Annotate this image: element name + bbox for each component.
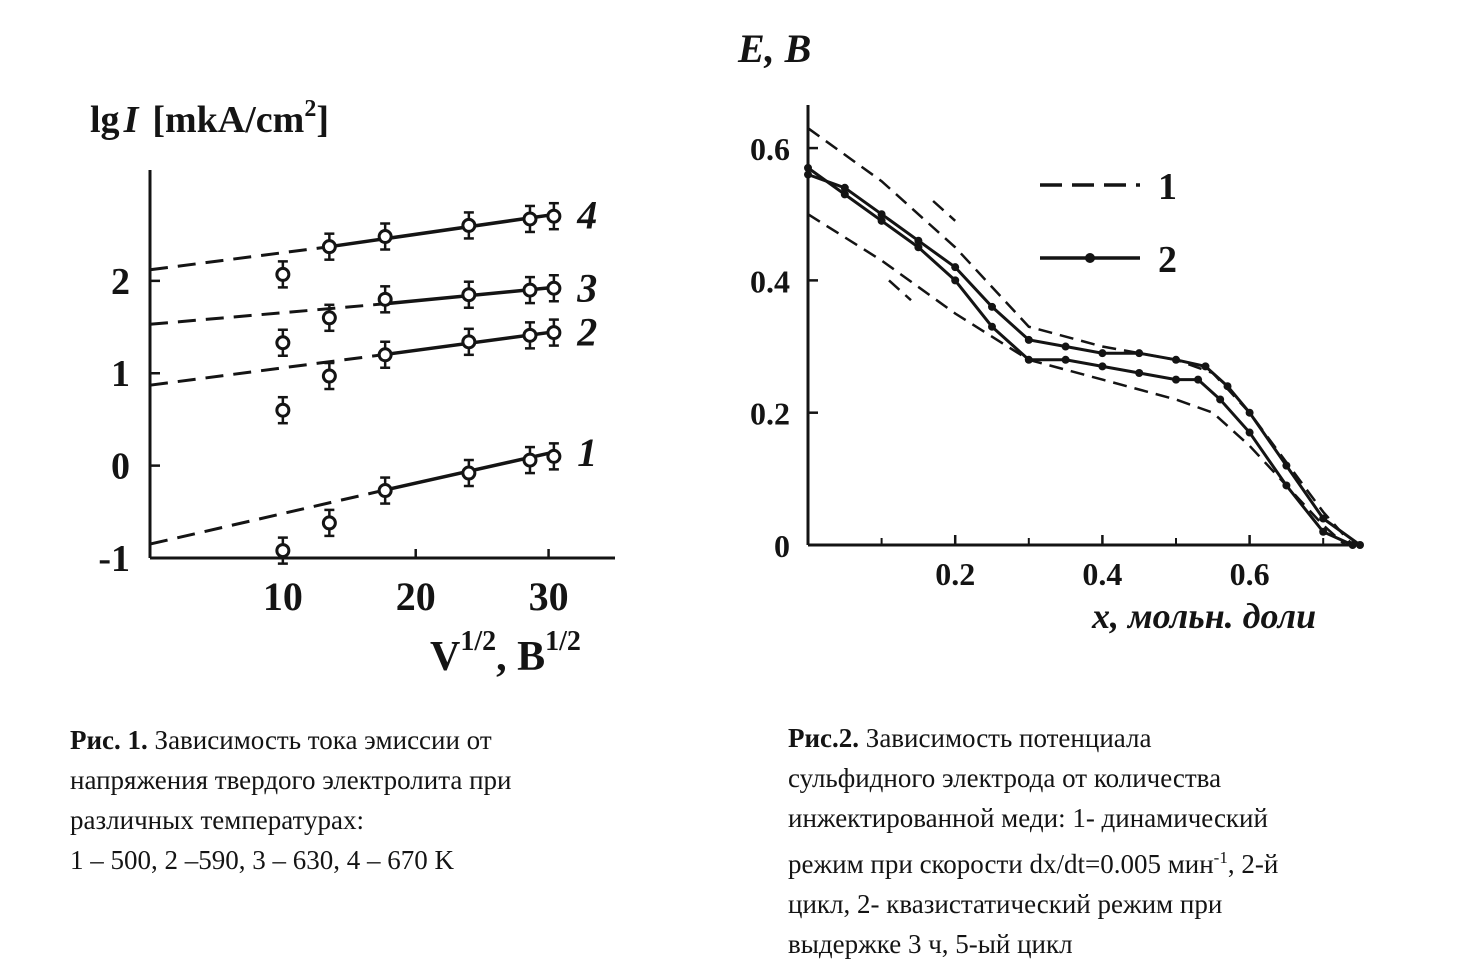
data-point	[379, 485, 391, 497]
data-point	[1319, 528, 1327, 536]
series-1-line	[808, 214, 1345, 545]
data-point	[1062, 356, 1070, 364]
data-point	[1246, 409, 1254, 417]
data-point	[1282, 462, 1290, 470]
data-point	[548, 327, 560, 339]
data-point	[323, 517, 335, 529]
data-point	[323, 370, 335, 382]
caption-line: различных температурах:	[70, 805, 365, 835]
caption-line: выдержке 3 ч, 5-ый цикл	[788, 929, 1073, 959]
legend-label: 1	[1158, 166, 1177, 208]
axes	[98, 170, 615, 619]
x-tick-label: 30	[528, 574, 569, 619]
data-point	[1062, 343, 1070, 351]
data-point	[914, 237, 922, 245]
legend	[1040, 166, 1177, 281]
data-point	[1098, 349, 1106, 357]
data-point	[548, 450, 560, 462]
data-point	[1172, 356, 1180, 364]
data-point	[1194, 376, 1202, 384]
data-point	[277, 404, 289, 416]
data-point	[323, 241, 335, 253]
data-point	[277, 545, 289, 557]
x-tick-label: 0.6	[1229, 556, 1270, 592]
data-point	[1319, 515, 1327, 523]
data-point	[1356, 541, 1364, 549]
series-group	[804, 128, 1364, 549]
caption-text: , 2-й	[1227, 849, 1279, 879]
caption-line	[788, 718, 1448, 758]
x-tick-label: 0.2	[935, 556, 976, 592]
series-2-line	[808, 168, 1353, 545]
data-point	[524, 454, 536, 466]
legend-marker	[1085, 253, 1095, 263]
curve-label: 3	[577, 265, 598, 311]
data-point	[1025, 356, 1033, 364]
data-point	[379, 349, 391, 361]
series-2	[150, 310, 597, 424]
x-tick-label: 20	[395, 574, 436, 619]
emission-current-chart	[60, 80, 660, 680]
data-point	[548, 210, 560, 222]
y-tick-label: 0.4	[750, 263, 790, 300]
series-group	[150, 192, 597, 563]
data-point	[379, 231, 391, 243]
caption-text: режим при скорости dx/dt=0.005 мин	[788, 849, 1214, 879]
data-point	[1216, 395, 1224, 403]
caption-line	[788, 838, 1448, 884]
caption-figure-number: Рис.2.	[788, 723, 860, 753]
data-point	[323, 312, 335, 324]
figure-2-caption	[788, 718, 1448, 964]
data-point	[524, 329, 536, 341]
caption-line: сульфидного электрода от количества	[788, 763, 1222, 793]
electrode-potential-chart	[700, 20, 1400, 640]
x-tick-label: 10	[262, 574, 303, 619]
y-tick-label: 0	[774, 528, 790, 564]
data-point	[1098, 362, 1106, 370]
y-tick-label: 0	[111, 445, 130, 488]
caption-text: Зависимость тока эмиссии от	[147, 725, 492, 755]
legend-label: 2	[1158, 239, 1177, 281]
caption-line: инжектированной меди: 1- динамический	[788, 803, 1268, 833]
data-point	[988, 303, 996, 311]
data-point	[277, 268, 289, 280]
caption-line: цикл, 2- квазистатический режим при	[788, 889, 1223, 919]
caption-line	[70, 720, 710, 760]
data-point	[277, 337, 289, 349]
y-tick-label: 1	[111, 353, 130, 396]
curve-label: 4	[577, 192, 598, 238]
data-point	[1224, 382, 1232, 390]
data-point	[1025, 336, 1033, 344]
data-point	[463, 467, 475, 479]
data-point	[841, 184, 849, 192]
series-2-dashed-line	[150, 355, 383, 385]
series-2-line	[808, 175, 1360, 546]
caption-line: 1 – 500, 2 –590, 3 – 630, 4 – 670 K	[70, 845, 454, 875]
data-point	[1201, 362, 1209, 370]
x-tick-label: 0.4	[1082, 556, 1123, 592]
y-axis-label: lg I $[mkA/cm^2]$	[90, 96, 329, 141]
data-point	[548, 282, 560, 294]
caption-line: напряжения твердого электролита при	[70, 765, 512, 795]
x-axis-label: x, мольн. доли	[1092, 596, 1317, 636]
x-axis-label: $V^{1/2}$, $B^{1/2}$	[430, 626, 581, 680]
y-tick-label: -1	[98, 538, 130, 580]
data-point	[524, 284, 536, 296]
series-1-line	[808, 128, 1353, 545]
data-point	[463, 289, 475, 301]
caption-superscript: -1	[1213, 848, 1228, 867]
y-tick-label: 0.6	[750, 131, 790, 168]
axes	[750, 105, 1360, 592]
series-4-dashed-line	[150, 247, 329, 270]
y-tick-label: 2	[111, 260, 130, 303]
series-1-dashed-line	[150, 491, 383, 544]
data-point	[951, 276, 959, 284]
series-1	[150, 430, 597, 564]
y-axis-label: E, B	[738, 26, 812, 71]
series-1-line	[933, 201, 955, 221]
data-point	[463, 336, 475, 348]
figure-1-caption	[70, 720, 710, 880]
data-point	[1135, 349, 1143, 357]
data-point	[1172, 376, 1180, 384]
data-point	[1135, 369, 1143, 377]
caption-text: Зависимость потенциала	[859, 723, 1152, 753]
caption-figure-number: Рис. 1.	[70, 725, 148, 755]
data-point	[379, 293, 391, 305]
data-point	[804, 171, 812, 179]
series-1	[808, 128, 1353, 545]
curve-label: 2	[577, 309, 598, 355]
series-3-dashed-line	[150, 304, 383, 324]
data-point	[988, 323, 996, 331]
series-1-line	[889, 280, 911, 300]
data-point	[1282, 481, 1290, 489]
curve-label: 1	[577, 429, 598, 475]
series-4-solid-line	[329, 214, 555, 246]
data-point	[878, 210, 886, 218]
y-tick-label: 0.2	[750, 395, 790, 432]
data-point	[463, 219, 475, 231]
series-4	[150, 192, 597, 269]
series-3	[150, 261, 597, 330]
data-point	[1246, 429, 1254, 437]
series-2	[804, 164, 1364, 549]
data-point	[951, 263, 959, 271]
data-point	[524, 213, 536, 225]
